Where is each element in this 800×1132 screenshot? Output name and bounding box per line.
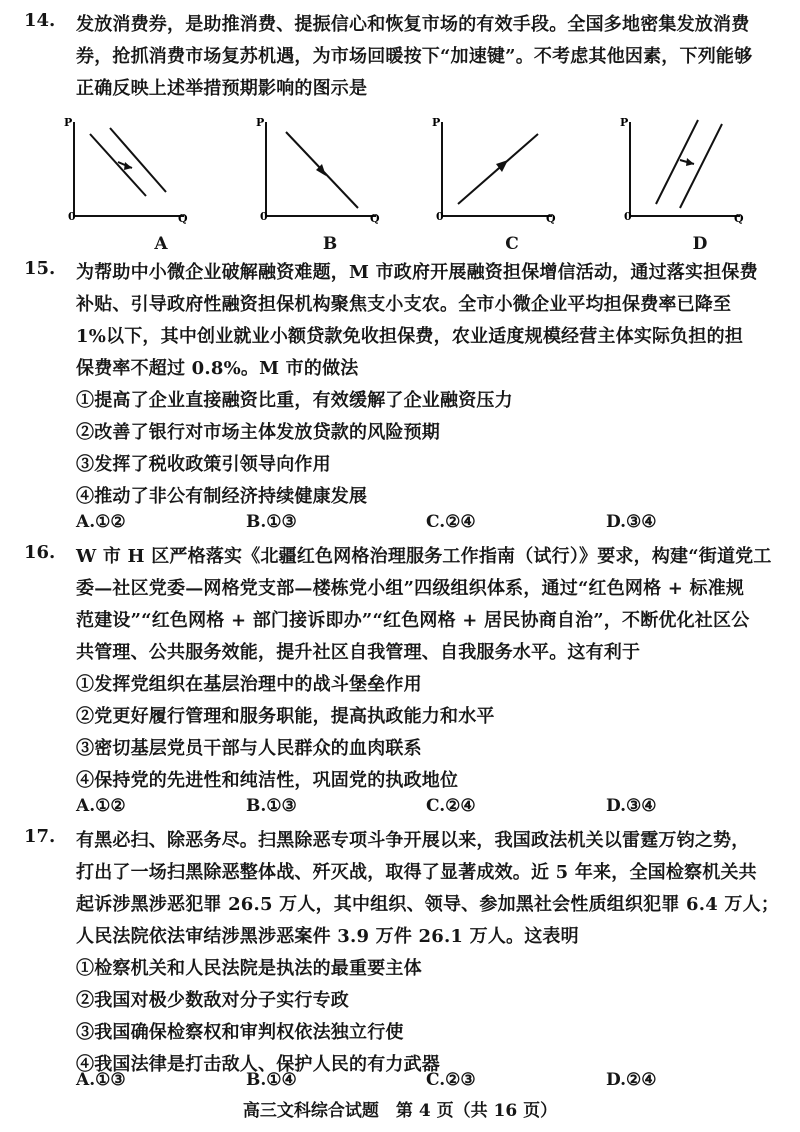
graph-c [428, 112, 558, 232]
origin-label: 0 [436, 210, 444, 223]
statement-item: ④我国法律是打击敌人、保护人民的有力武器 [76, 1054, 440, 1075]
statement-item: ②党更好履行管理和服务职能，提高执政能力和水平 [76, 706, 495, 727]
question-text-line: 券，抢抓消费市场复苏机遇，为市场回暖按下“加速键”。不考虑其他因素，下列能够 [76, 46, 753, 67]
statement-item: ①检察机关和人民法院是执法的最重要主体 [76, 958, 422, 979]
graph-d [616, 112, 746, 232]
axis-label-q: Q [178, 212, 188, 225]
axis-label-p: P [432, 116, 441, 129]
axis-label-q: Q [370, 212, 380, 225]
option-c[interactable]: C.②③ [426, 1070, 476, 1090]
option-a[interactable]: A.①③ [76, 1070, 126, 1090]
statement-item: ③密切基层党员干部与人民群众的血肉联系 [76, 738, 422, 759]
question-text-line: 发放消费券，是助推消费、提振信心和恢复市场的有效手段。全国多地密集发放消费 [76, 14, 750, 35]
option-a[interactable]: A.①② [76, 512, 126, 532]
question-text-line: W 市 H 区严格落实《北疆红色网格治理服务工作指南（试行）》要求，构建“街道党工 [76, 546, 772, 567]
question-number: 16. [24, 542, 56, 563]
question-text-line: 委—社区党委—网格党支部—楼栋党小组”四级组织体系，通过“红色网格 + 标准规 [76, 578, 745, 599]
question-text-line: 打出了一场扫黑除恶整体战、歼灭战，取得了显著成效。近 5 年来，全国检察机关共 [76, 862, 757, 883]
curve-original [90, 134, 146, 196]
option-d[interactable]: D.③④ [606, 512, 657, 532]
graph-label-b: B [322, 234, 338, 254]
option-b[interactable]: B.①④ [246, 1070, 297, 1090]
graph-label-a: A [154, 234, 168, 254]
question-text-line: 补贴、引导政府性融资担保机构聚焦支小支农。全市小微企业平均担保费率已降至 [76, 294, 732, 315]
axis-label-p: P [256, 116, 265, 129]
option-b[interactable]: B.①③ [246, 512, 297, 532]
option-d[interactable]: D.②④ [606, 1070, 657, 1090]
arrow-head [124, 162, 132, 170]
statement-item: ④保持党的先进性和纯洁性，巩固党的执政地位 [76, 770, 459, 791]
question-text-line: 起诉涉黑涉恶犯罪 26.5 万人，其中组织、领导、参加黑社会性质组织犯罪 6.4 万人； [76, 894, 780, 915]
question-text-line: 保费率不超过 0.8%。M 市的做法 [76, 358, 359, 379]
page-footer: 高三文科综合试题 第 4 页（共 16 页） [242, 1101, 558, 1121]
statement-item: ①发挥党组织在基层治理中的战斗堡垒作用 [76, 674, 422, 695]
question-text-line: 共管理、公共服务效能，提升社区自我管理、自我服务水平。这有利于 [76, 642, 641, 663]
origin-label: 0 [260, 210, 268, 223]
curve-shifted [680, 124, 722, 208]
question-text-line: 为帮助中小微企业破解融资难题，M 市政府开展融资担保增信活动，通过落实担保费 [76, 262, 758, 283]
statement-item: ④推动了非公有制经济持续健康发展 [76, 486, 368, 507]
question-number: 14. [24, 10, 56, 31]
option-a[interactable]: A.①② [76, 796, 126, 816]
axis-label-q: Q [734, 212, 744, 225]
axis-label-q: Q [546, 212, 556, 225]
question-text-line: 有黑必扫、除恶务尽。扫黑除恶专项斗争开展以来，我国政法机关以雷霆万钧之势， [76, 830, 750, 851]
graph-label-c: C [505, 234, 519, 254]
curve-original [656, 120, 698, 204]
question-text-line: 范建设”“红色网格 + 部门接诉即办”“红色网格 + 居民协商自治”，不断优化社区公 [76, 610, 750, 631]
axis-label-p: P [64, 116, 73, 129]
origin-label: 0 [624, 210, 632, 223]
axis-label-p: P [620, 116, 629, 129]
option-c[interactable]: C.②④ [426, 796, 476, 816]
question-text-line: 人民法院依法审结涉黑涉恶案件 3.9 万件 26.1 万人。这表明 [76, 926, 579, 947]
statement-item: ③发挥了税收政策引领导向作用 [76, 454, 331, 475]
origin-label: 0 [68, 210, 76, 223]
statement-item: ②我国对极少数敌对分子实行专政 [76, 990, 349, 1011]
graph-a [60, 112, 190, 232]
question-number: 15. [24, 258, 56, 279]
option-b[interactable]: B.①③ [246, 796, 297, 816]
question-text-line: 1%以下，其中创业就业小额贷款免收担保费，农业适度规模经营主体实际负担的担 [76, 326, 744, 347]
curve [458, 134, 538, 204]
question-number: 17. [24, 826, 56, 847]
option-c[interactable]: C.②④ [426, 512, 476, 532]
graph-label-d: D [692, 234, 708, 254]
option-d[interactable]: D.③④ [606, 796, 657, 816]
statement-item: ③我国确保检察权和审判权依法独立行使 [76, 1022, 404, 1043]
curve-shifted [110, 128, 166, 192]
arrow-head [686, 158, 694, 166]
statement-item: ②改善了银行对市场主体发放贷款的风险预期 [76, 422, 440, 443]
question-text-line: 正确反映上述举措预期影响的图示是 [76, 78, 368, 99]
graph-b [252, 112, 382, 232]
statement-item: ①提高了企业直接融资比重，有效缓解了企业融资压力 [76, 390, 513, 411]
